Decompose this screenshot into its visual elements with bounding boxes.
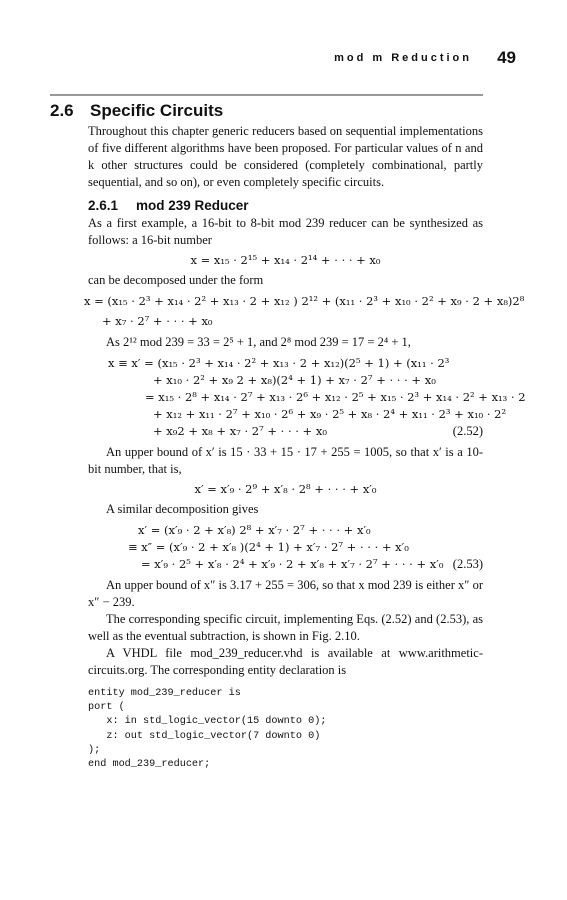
section-title: Specific Circuits [90,101,224,120]
paragraph-first-example: As a first example, a 16-bit to 8-bit mod 239 reducer can be synthesized as follows: a 16-bit number [88,216,483,247]
subsection-title: mod 239 Reducer [136,198,249,213]
paragraph-decomposed: can be decomposed under the form [88,273,264,287]
running-head [88,48,516,70]
code-line: end mod_239_reducer; [88,759,211,771]
section-heading [50,101,223,121]
equation-number: (2.52) [452,424,483,438]
paragraph-intro: Throughout this chapter generic reducers based on sequential implementations of five different algorithms have been proposed. For particular values of n and k other structures could be considered (completely combinational, partly sequential, and so on), or even completely specific circuits. [88,124,483,189]
page-number: 49 [497,48,516,67]
equation-number: (2.53) [452,557,483,571]
paragraph-upper-bound-1: An upper bound of x′ is 15 · 33 + 15 · 17 + 255 = 1005, so that x′ is a 10-bit number, that is, [88,445,483,476]
paragraph-upper-bound-2: An upper bound of x″ is 3.17 + 255 = 306, so that x mod 239 is either x″ or x″ − 239. [88,578,483,609]
paragraph-similar: A similar decomposition gives [106,502,259,516]
paragraph-as: As 2¹² mod 239 = 33 = 2⁵ + 1, and 2⁸ mod 239 = 17 = 2⁴ + 1, [106,335,411,349]
code-block [88,687,483,772]
section-number: 2.6 [50,101,74,120]
paragraph-vhdl: A VHDL file mod_239_reducer.vhd is available at www.arithmetic-circuits.org. The corresponding entity declaration is [88,646,483,677]
code-line: z: out std_logic_vector(7 downto 0) [88,730,321,742]
code-line: ); [88,744,101,756]
equation-line: ≡ x″ = (x′₉ · 2 + x′₈ )(2⁴ + 1) + x′₇ · 2⁷ + · · · + x′₀ [128,540,409,554]
subsection-number: 2.6.1 [88,198,119,213]
equation-xprime: x′ = x′₉ · 2⁹ + x′₈ · 2⁸ + · · · + x′₀ [194,482,377,496]
code-line: port ( [88,702,125,714]
equation-line: = x₁₅ · 2⁸ + x₁₄ · 2⁷ + x₁₃ · 2⁶ + x₁₂ · 2⁵ + x₁₅ · 2³ + x₁₄ · 2² + x₁₃ · 2 [145,390,526,404]
equation-line: + x₁₀ · 2² + x₉ 2 + x₈)(2⁴ + 1) + x₇ · 2⁷ + · · · + x₀ [153,373,436,387]
equation-decomposition-line: + x₇ · 2⁷ + · · · + x₀ [102,314,213,328]
subsection-heading [88,197,483,215]
equation-decomposition [84,293,525,330]
equation-line: + x₉2 + x₈ + x₇ · 2⁷ + · · · + x₀ [153,424,327,438]
page-body [84,123,526,772]
header-rule [50,94,483,96]
paragraph-circuit: The corresponding specific circuit, implementing Eqs. (2.52) and (2.53), as well as the eventual subtraction, is shown in Fig. 2.10. [88,612,483,643]
equation-line: x′ = (x′₉ · 2 + x′₈) 2⁸ + x′₇ · 2⁷ + · · · + x′₀ [138,523,371,537]
code-line: x: in std_logic_vector(15 downto 0); [88,716,327,728]
equation-x: x = x₁₅ · 2¹⁵ + x₁₄ · 2¹⁴ + · · · + x₀ [190,253,381,267]
equation-line: = x′₉ · 2⁵ + x′₈ · 2⁴ + x′₉ · 2 + x′₈ + x′₇ · 2⁷ + · · · + x′₀ [141,557,444,571]
equation-line: x ≡ x′ = (x₁₅ · 2³ + x₁₄ · 2² + x₁₃ · 2 + x₁₂)(2⁵ + 1) + (x₁₁ · 2³ [108,356,450,370]
running-title: mod m Reduction [334,52,472,64]
equation-line: + x₁₂ + x₁₁ · 2⁷ + x₁₀ · 2⁶ + x₉ · 2⁵ + x₈ · 2⁴ + x₁₁ · 2³ + x₁₀ · 2² [153,407,507,421]
equation-2-53 [88,522,483,573]
equation-decomposition-line: x = (x₁₅ · 2³ + x₁₄ · 2² + x₁₃ · 2 + x₁₂ ) 2¹² + (x₁₁ · 2³ + x₁₀ · 2² + x₉ · 2 + x₈)2⁸ [84,294,525,308]
equation-2-52 [88,355,526,440]
code-line: entity mod_239_reducer is [88,688,241,699]
